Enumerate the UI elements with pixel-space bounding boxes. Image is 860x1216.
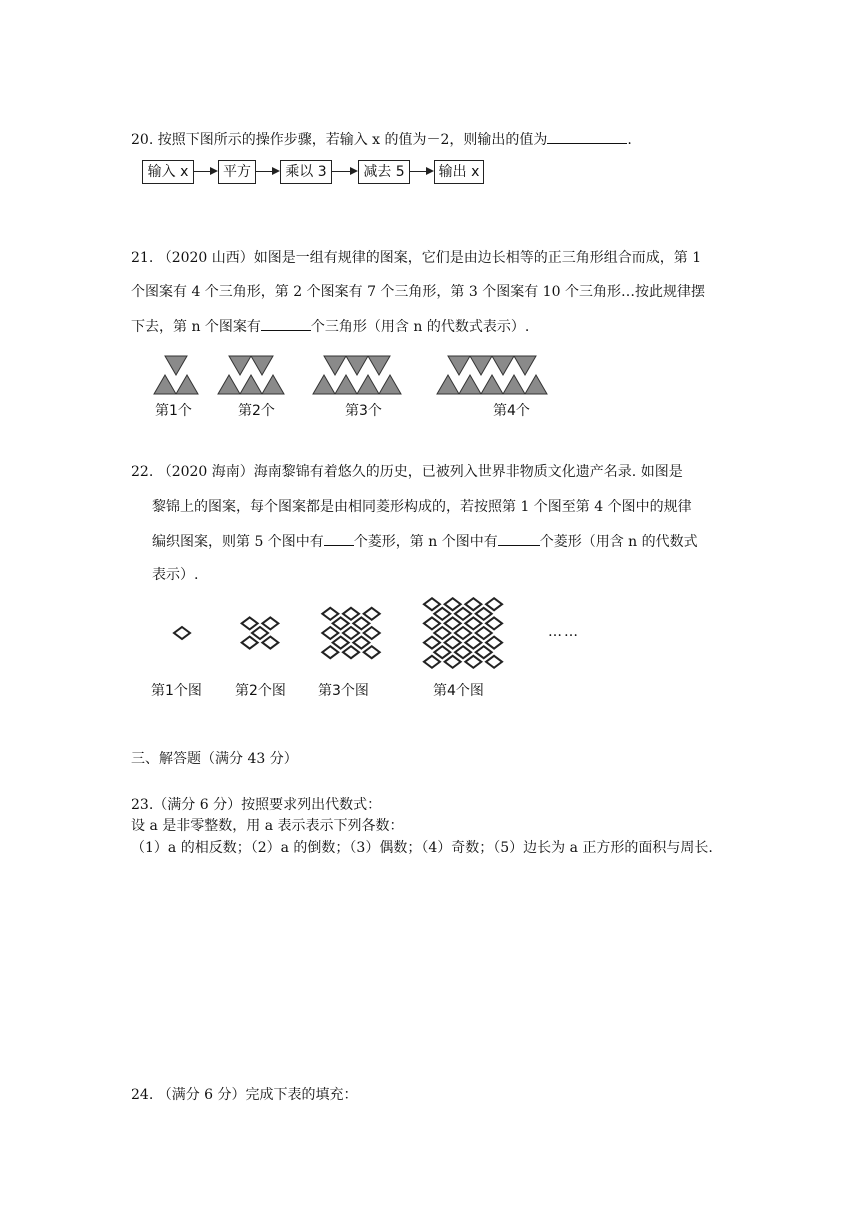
q24-line-1: 24. （满分 6 分）完成下表的填充： [131,1087,358,1103]
rhombus-4-16 [434,608,450,620]
flow-arrow-1 [194,171,216,172]
triangle-top-3-0 [324,356,346,375]
triangle-bottom-3-2 [357,375,379,394]
rhombus-4-9 [445,637,461,649]
rhombus-pattern-figure [0,590,860,680]
rhombus-3-3 [322,627,338,639]
triangle-pattern-figure [0,352,860,412]
rhombus-4-13 [445,656,461,668]
rhombus-3-12 [353,637,369,649]
rhombus-3-5 [364,627,380,639]
q20-prompt: 20. 按照下图所示的操作步骤，若输入 x 的值为－2，则输出的值为 [131,132,548,148]
q22-ellipsis: …… [548,624,580,640]
triangle-bottom-4-2 [481,375,503,394]
rhombus-3-11 [333,637,349,649]
rhombus-4-8 [424,637,440,649]
rhombus-3-1 [343,608,359,620]
q21-caption-2: 第2个 [238,403,275,419]
triangle-bottom-2-1 [240,375,262,394]
section-3-title: 三、解答题（满分 43 分） [131,751,298,767]
triangle-top-2-0 [229,356,251,375]
q21-caption-1: 第1个 [155,403,192,419]
rhombus-4-10 [465,637,481,649]
q20-text [131,129,632,150]
triangle-top-3-1 [346,356,368,375]
rhombus-3-2 [364,608,380,620]
q21-line-1: 21. （2020 山西）如图是一组有规律的图案，它们是由边长相等的正三角形组合而成，第 1 [131,250,702,266]
flow-step-square: 平方 [218,160,256,184]
rhombus-4-19 [434,627,450,639]
triangle-bottom-2-0 [218,375,240,394]
q22-line-3b: 个菱形，第 n 个图中有 [353,534,498,550]
triangle-top-4-3 [514,356,536,375]
q22-line-3c: 个菱形（用含 n 的代数式 [539,534,698,550]
rhombus-4-24 [476,646,492,658]
triangle-bottom-3-3 [379,375,401,394]
rhombus-4-14 [465,656,481,668]
rhombus-3-6 [322,646,338,658]
rhombus-4-21 [476,627,492,639]
q21-line-3 [131,316,529,337]
rhombus-4-20 [455,627,471,639]
rhombus-3-0 [322,608,338,620]
triangle-top-2-1 [251,356,273,375]
rhombus-4-4 [424,617,440,629]
q23-line-1: 23.（满分 6 分）按照要求列出代数式： [131,797,382,813]
rhombus-3-4 [343,627,359,639]
q21-line-2: 个图案有 4 个三角形，第 2 个图案有 7 个三角形，第 3 个图案有 10 个三角形…按此规律摆 [131,284,705,300]
q20-end: . [627,132,632,148]
rhombus-4-15 [486,656,502,668]
flow-step-output: 输出 x [434,160,484,184]
rhombus-4-23 [455,646,471,658]
rhombus-2-4 [252,627,268,639]
rhombus-4-12 [424,656,440,668]
triangle-top-4-0 [448,356,470,375]
flow-arrow-2 [256,171,278,172]
triangle-bottom-4-3 [503,375,525,394]
rhombus-4-2 [465,598,481,610]
rhombus-4-17 [455,608,471,620]
rhombus-4-7 [486,617,502,629]
rhombus-4-6 [465,617,481,629]
flow-step-subtract: 减去 5 [358,160,410,184]
rhombus-4-11 [486,637,502,649]
rhombus-4-3 [486,598,502,610]
rhombus-4-0 [424,598,440,610]
flow-step-multiply: 乘以 3 [280,160,332,184]
triangle-top-1-0 [165,356,187,375]
q22-line-3a: 编织图案，则第 5 个图中有 [152,534,324,550]
q20-answer-blank [547,129,627,144]
triangle-bottom-3-0 [313,375,335,394]
q21-caption-3: 第3个 [345,403,382,419]
rhombus-4-18 [476,608,492,620]
flow-step-input: 输入 x [142,160,194,184]
triangle-bottom-4-4 [525,375,547,394]
q22-caption-1: 第1个图 [151,683,202,699]
q22-line-3 [152,531,698,552]
q23-line-3: （1）a 的相反数；（2）a 的倒数；（3）偶数；（4）奇数；（5）边长为 a 正方形的面积与周长. [131,840,713,856]
q21-line-3b: 个三角形（用含 n 的代数式表示）. [310,319,530,335]
rhombus-3-9 [333,617,349,629]
rhombus-3-8 [364,646,380,658]
rhombus-4-1 [445,598,461,610]
q23-line-2: 设 a 是非零整数，用 a 表示表示下列各数： [131,818,404,834]
triangle-bottom-3-1 [335,375,357,394]
triangle-top-3-2 [368,356,390,375]
q22-caption-2: 第2个图 [235,683,286,699]
rhombus-4-5 [445,617,461,629]
triangle-bottom-4-0 [437,375,459,394]
flow-arrow-4 [410,171,432,172]
rhombus-3-7 [343,646,359,658]
q21-line-3a: 下去，第 n 个图案有 [131,319,261,335]
triangle-bottom-1-1 [176,375,198,394]
rhombus-2-0 [242,617,258,629]
q22-caption-3: 第3个图 [318,683,369,699]
q22-blank-1 [324,531,354,546]
triangle-bottom-2-2 [262,375,284,394]
triangle-bottom-1-0 [154,375,176,394]
q22-line-2: 黎锦上的图案，每个图案都是由相同菱形构成的，若按照第 1 个图至第 4 个图中的规律 [152,499,692,515]
q21-caption-4: 第4个 [493,403,530,419]
q21-answer-blank [261,316,311,331]
rhombus-3-10 [353,617,369,629]
triangle-bottom-4-1 [459,375,481,394]
q22-blank-2 [498,531,540,546]
triangle-top-4-2 [492,356,514,375]
rhombus-1-0 [174,627,190,639]
q22-line-1: 22. （2020 海南）海南黎锦有着悠久的历史，已被列入世界非物质文化遗产名录. 如图是 [131,464,683,480]
rhombus-2-1 [262,617,278,629]
rhombus-2-2 [242,637,258,649]
rhombus-4-22 [434,646,450,658]
flow-arrow-3 [332,171,356,172]
triangle-top-4-1 [470,356,492,375]
q22-caption-4: 第4个图 [433,683,484,699]
rhombus-2-3 [262,637,278,649]
q22-line-4: 表示）. [152,567,199,583]
